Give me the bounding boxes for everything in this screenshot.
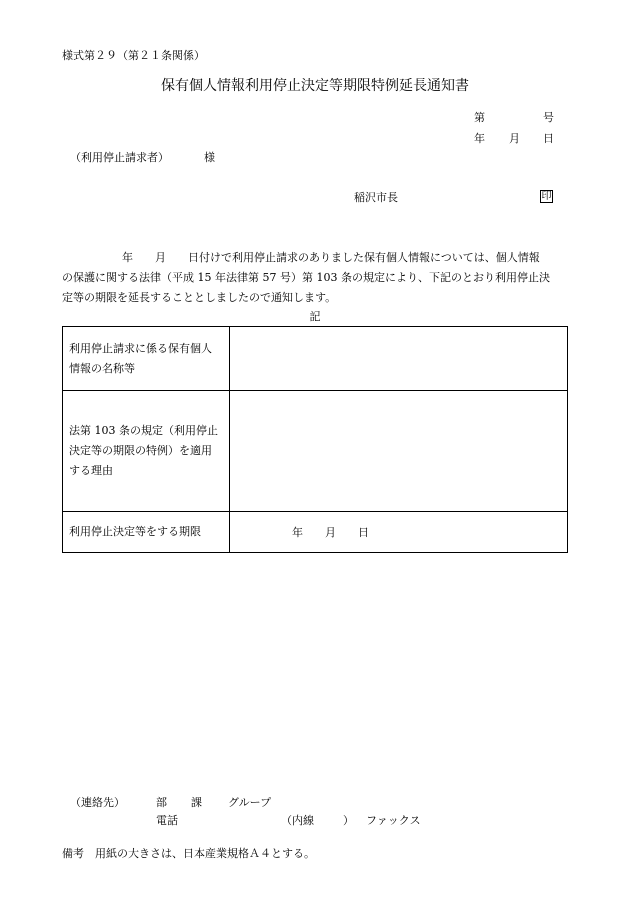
contact-label: （連絡先） — [70, 796, 125, 809]
recipient-label: （利用停止請求者） — [70, 151, 169, 164]
remark: 備考 用紙の大きさは、日本産業規格Ａ４とする。 — [62, 847, 315, 860]
row1-label — [63, 327, 230, 391]
contact-fax: ファックス — [366, 814, 421, 827]
sender-name: 稲沢市長 — [354, 191, 398, 204]
body-month: 月 — [155, 251, 166, 264]
contact-department: 部 — [156, 796, 167, 809]
table-row — [63, 391, 568, 512]
table-row — [63, 327, 568, 391]
row3-value[interactable] — [230, 512, 568, 553]
row2-value[interactable] — [230, 391, 568, 512]
body-line-2: の保護に関する法律（平成 15 年法律第 57 号）第 103 条の規定により、下記のとおり利用停止決 — [62, 271, 550, 284]
doc-number-suffix: 号 — [543, 111, 554, 124]
document-title: 保有個人情報利用停止決定等期限特例延長通知書 — [161, 78, 469, 94]
ki-heading: 記 — [309, 310, 321, 323]
contact-section: 課 — [191, 796, 202, 809]
details-table — [62, 326, 568, 553]
body-line-1-text: 日付けで利用停止請求のありました保有個人情報については、個人情報 — [188, 251, 540, 264]
seal-mark: 印 — [541, 191, 552, 202]
body-year: 年 — [122, 251, 133, 264]
table-row — [63, 512, 568, 553]
deadline-month: 月 — [325, 526, 336, 539]
row2-label-line: 法第 103 条の規定（利用停止 — [69, 424, 218, 437]
row1-value[interactable] — [230, 327, 568, 391]
row2-label — [63, 391, 230, 512]
contact-extension-close: ） — [343, 814, 354, 827]
recipient-honorific: 様 — [204, 151, 215, 164]
doc-number-prefix: 第 — [474, 111, 485, 124]
deadline-year: 年 — [292, 526, 303, 539]
body-line-1 — [122, 252, 540, 263]
date-day: 日 — [543, 132, 554, 145]
contact-phone: 電話 — [156, 814, 178, 827]
row1-label-line: 利用停止請求に係る保有個人 — [69, 341, 212, 355]
contact-group: グループ — [228, 796, 272, 809]
row3-label: 利用停止決定等をする期限 — [63, 512, 230, 553]
form-number: 様式第２９（第２１条関係） — [62, 49, 205, 62]
body-line-3: 定等の期限を延長することとしましたので通知します。 — [62, 291, 337, 304]
row2-label-line: する理由 — [69, 464, 113, 477]
date-month: 月 — [509, 132, 520, 145]
row1-label-line: 情報の名称等 — [69, 361, 135, 375]
contact-extension: （内線 — [281, 814, 314, 827]
deadline-day: 日 — [358, 526, 369, 539]
row2-label-line: 決定等の期限の特例）を適用 — [69, 444, 212, 457]
date-year: 年 — [474, 132, 485, 145]
